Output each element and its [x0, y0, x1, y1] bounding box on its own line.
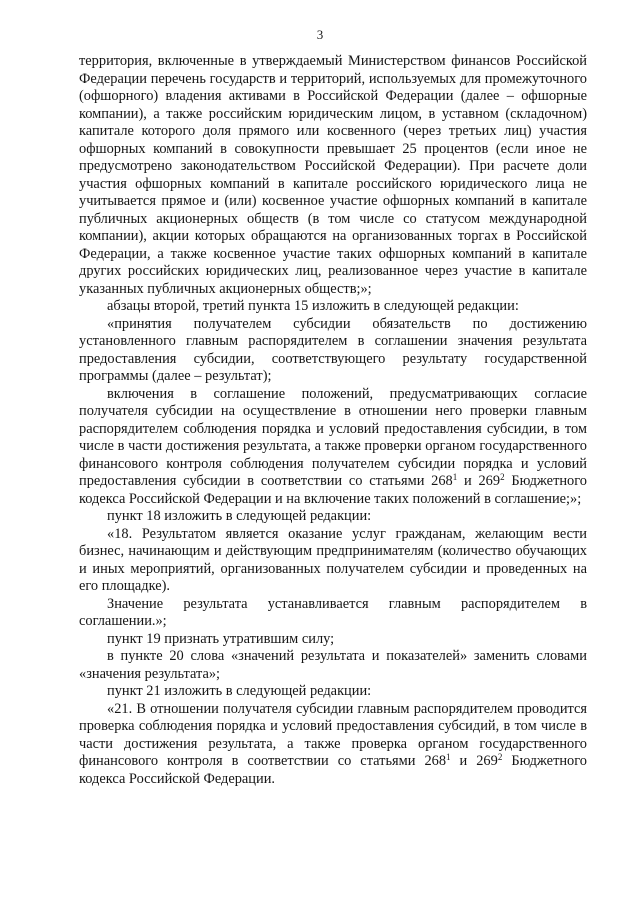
paragraph-4-text-start: включения в соглашение положений, предусматривающих согласие получателя субсидии на осуществление в отношении него проверки главным распорядителем соблюдения порядка и условий предоставления субсидии, в том числе в части достижения результата, а также проверки органом государственного финансового контроля соблюдения получателем субсидии порядка и условий предоставления субсидии в соответствии со статьями 268 [79, 385, 587, 489]
page-number: 3 [316, 27, 324, 42]
paragraph-3: «принятия получателем субсидии обязательств по достижению установленного главным распорядителем в соглашении значения результата предоставления субсидии, соответствующего результату государственной программы (далее – результат); [79, 315, 587, 384]
paragraph-4-text-middle: и 269 [457, 473, 501, 489]
paragraph-6: «18. Результатом является оказание услуг гражданам, желающим вести бизнес, начинающим и действующим предпринимателям (количество обучающих и иных мероприятий, организованных получателем субсидии и проведенных на его площадке). [79, 525, 587, 594]
paragraph-8: пункт 19 признать утратившим силу; [107, 630, 335, 647]
superscript: 1 [452, 472, 458, 482]
paragraph-1: территория, включенные в утверждаемый Министерством финансов Российской Федерации перечень государств и территорий, используемых для промежуточного (офшорного) владения активами в Российской Федерации (далее – офшорные компании), а также российским юридическим лицом, в уставном (складочном) капитале которого доля прямого или косвенного (через третьих лиц) участия офшорных компаний в совокупности превышает 25 процентов (если иное не предусмотрено законодательством Российской Федерации). При расчете доли участия офшорных компаний в капитале российского юридического лица не учитывается прямое и (или) косвенное участие офшорных компаний в капитале публичных акционерных обществ (в том числе со статусом международной компании), акции которых обращаются на организованных торгах в Российской Федерации, а также косвенное участие таких офшорных компаний в капитале других российских юридических лиц, реализованное через участие в капитале указанных публичных акционерных обществ;»; [79, 53, 587, 297]
superscript: 2 [497, 752, 503, 762]
paragraph-11-text-end: Бюджетного кодекса Российской Федерации. [79, 753, 587, 787]
paragraph-11-text-start: «21. В отношении получателя субсидии главным распорядителем проводится проверка соблюдения порядка и условий предоставления субсидий, в том числе в части достижения результата, а также проверка органом государственного финансового контроля в соответствии со статьями 268 [79, 700, 587, 769]
superscript: 2 [500, 472, 505, 482]
document-body [79, 53, 587, 788]
paragraph-5: пункт 18 изложить в следующей редакции: [107, 508, 372, 524]
paragraph-2: абзацы второй, третий пункта 15 изложить в следующей редакции: [107, 298, 519, 314]
paragraph-4 [79, 386, 587, 509]
paragraph-4-text-end: Бюджетного кодекса Российской Федерации и на включение таких положений в соглашение;»; [79, 473, 587, 507]
paragraph-10: пункт 21 изложить в следующей редакции: [107, 683, 372, 699]
paragraph-9: в пункте 20 слова «значений результата и показателей» заменить словами «значения результата»; [79, 648, 587, 682]
superscript: 1 [446, 752, 451, 762]
paragraph-7: Значение результата устанавливается главным распорядителем в соглашении.»; [79, 595, 587, 629]
paragraph-11 [79, 701, 587, 789]
paragraph-11-text-middle: и 269 [450, 753, 498, 769]
